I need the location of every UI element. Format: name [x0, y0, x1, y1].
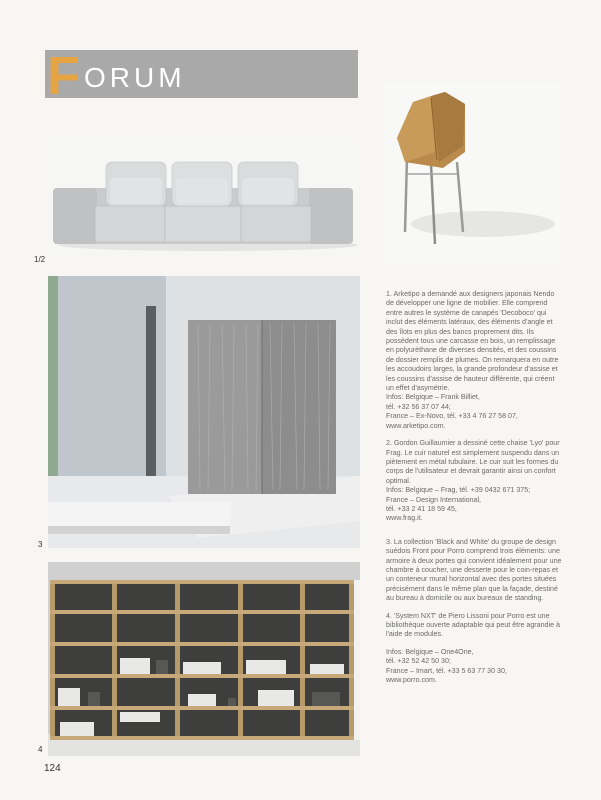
article-3 [386, 538, 564, 604]
article-body: 2. Gordon Guillaumier a dessiné cette chaise 'Lyo' pour Frag. Le cuir naturel est simplement suspendu dans un piètement en métal tubulaire. Le cuir suit les formes du corps de l'utilisateur et devrait garantir ainsi un confort optimal. [386, 439, 560, 485]
sofa-photo [48, 140, 360, 255]
bookshelf-photo [48, 562, 360, 756]
article-info-line: Infos: Belgique – Frank Billiet, [386, 393, 480, 402]
article-body: 4. 'System NXT' de Piero Lissoni pour Porro est une bibliothèque ouverte adaptable qui peut être agrandie à l'aide de modules. [386, 611, 560, 639]
article-info-line: www.porro.com. [386, 676, 437, 685]
section-title: ORUM [84, 62, 186, 93]
photo-caption-number: 1/2 [34, 255, 46, 264]
section-title-initial: F [47, 46, 80, 106]
article-info-line: Infos: Belgique – Frag, tél. +39 0432 671 375; [386, 486, 531, 495]
article-info-line: France – Imart, tél. +33 5 63 77 30 30, [386, 666, 507, 675]
chair-photo [383, 82, 561, 264]
article-body: 1. Arketipo a demandé aux designers japonais Nendo de développer une ligne de mobilier. Elle comprend entre autres le système de canapés 'Decoboco' qui inclut des éléments latéraux, des éléments d'angle et des îlots en plus des bancs proprement dits. Ils possèdent tous une carcasse en bois, un remplissage en polyuréthane de diverses densités, et des coussins de dossier remplis de plumes. On remarquera en outre les accoudoirs larges, la grande profondeur d'assise et les coussins d'assise de hauteur différente, qui créent un effet d'asymétrie. [386, 290, 559, 393]
photo-caption-number: 4 [38, 745, 43, 754]
article-text-column [386, 290, 564, 693]
article-body: 3. La collection 'Black and White' du groupe de design suédois Front pour Porro comprend trois éléments: une armoire à deux portes qui convient idéalement pour une chambre à coucher, une desserte pour le coin-repas et un conteneur mural horizontal avec des portes situées précisément dans le même plan que la façade, destiné au bureau à domicile ou aux bureaux de standing. [386, 537, 562, 603]
article-info-line: www.frag.it. [386, 514, 423, 523]
page-number: 124 [44, 763, 61, 774]
article-info-line: tél. +32 52 42 50 30; [386, 657, 451, 666]
article-info-line: Infos: Belgique – One4One, [386, 647, 474, 656]
article-1 [386, 290, 564, 431]
article-info-line: www.arketipo.com. [386, 421, 446, 430]
article-info-line: France – Design International, [386, 495, 482, 504]
article-info-line: tél. +33 2 41 18 59 45, [386, 504, 457, 513]
article-info-line: France – Ex-Novo, tél. +33 4 76 27 58 07, [386, 412, 518, 421]
article-2 [386, 439, 564, 524]
article-4 [386, 612, 564, 686]
cabinet-photo [48, 276, 360, 548]
article-info-line: tél. +32 56 37 07 44; [386, 402, 451, 411]
photo-caption-number: 3 [38, 540, 43, 549]
